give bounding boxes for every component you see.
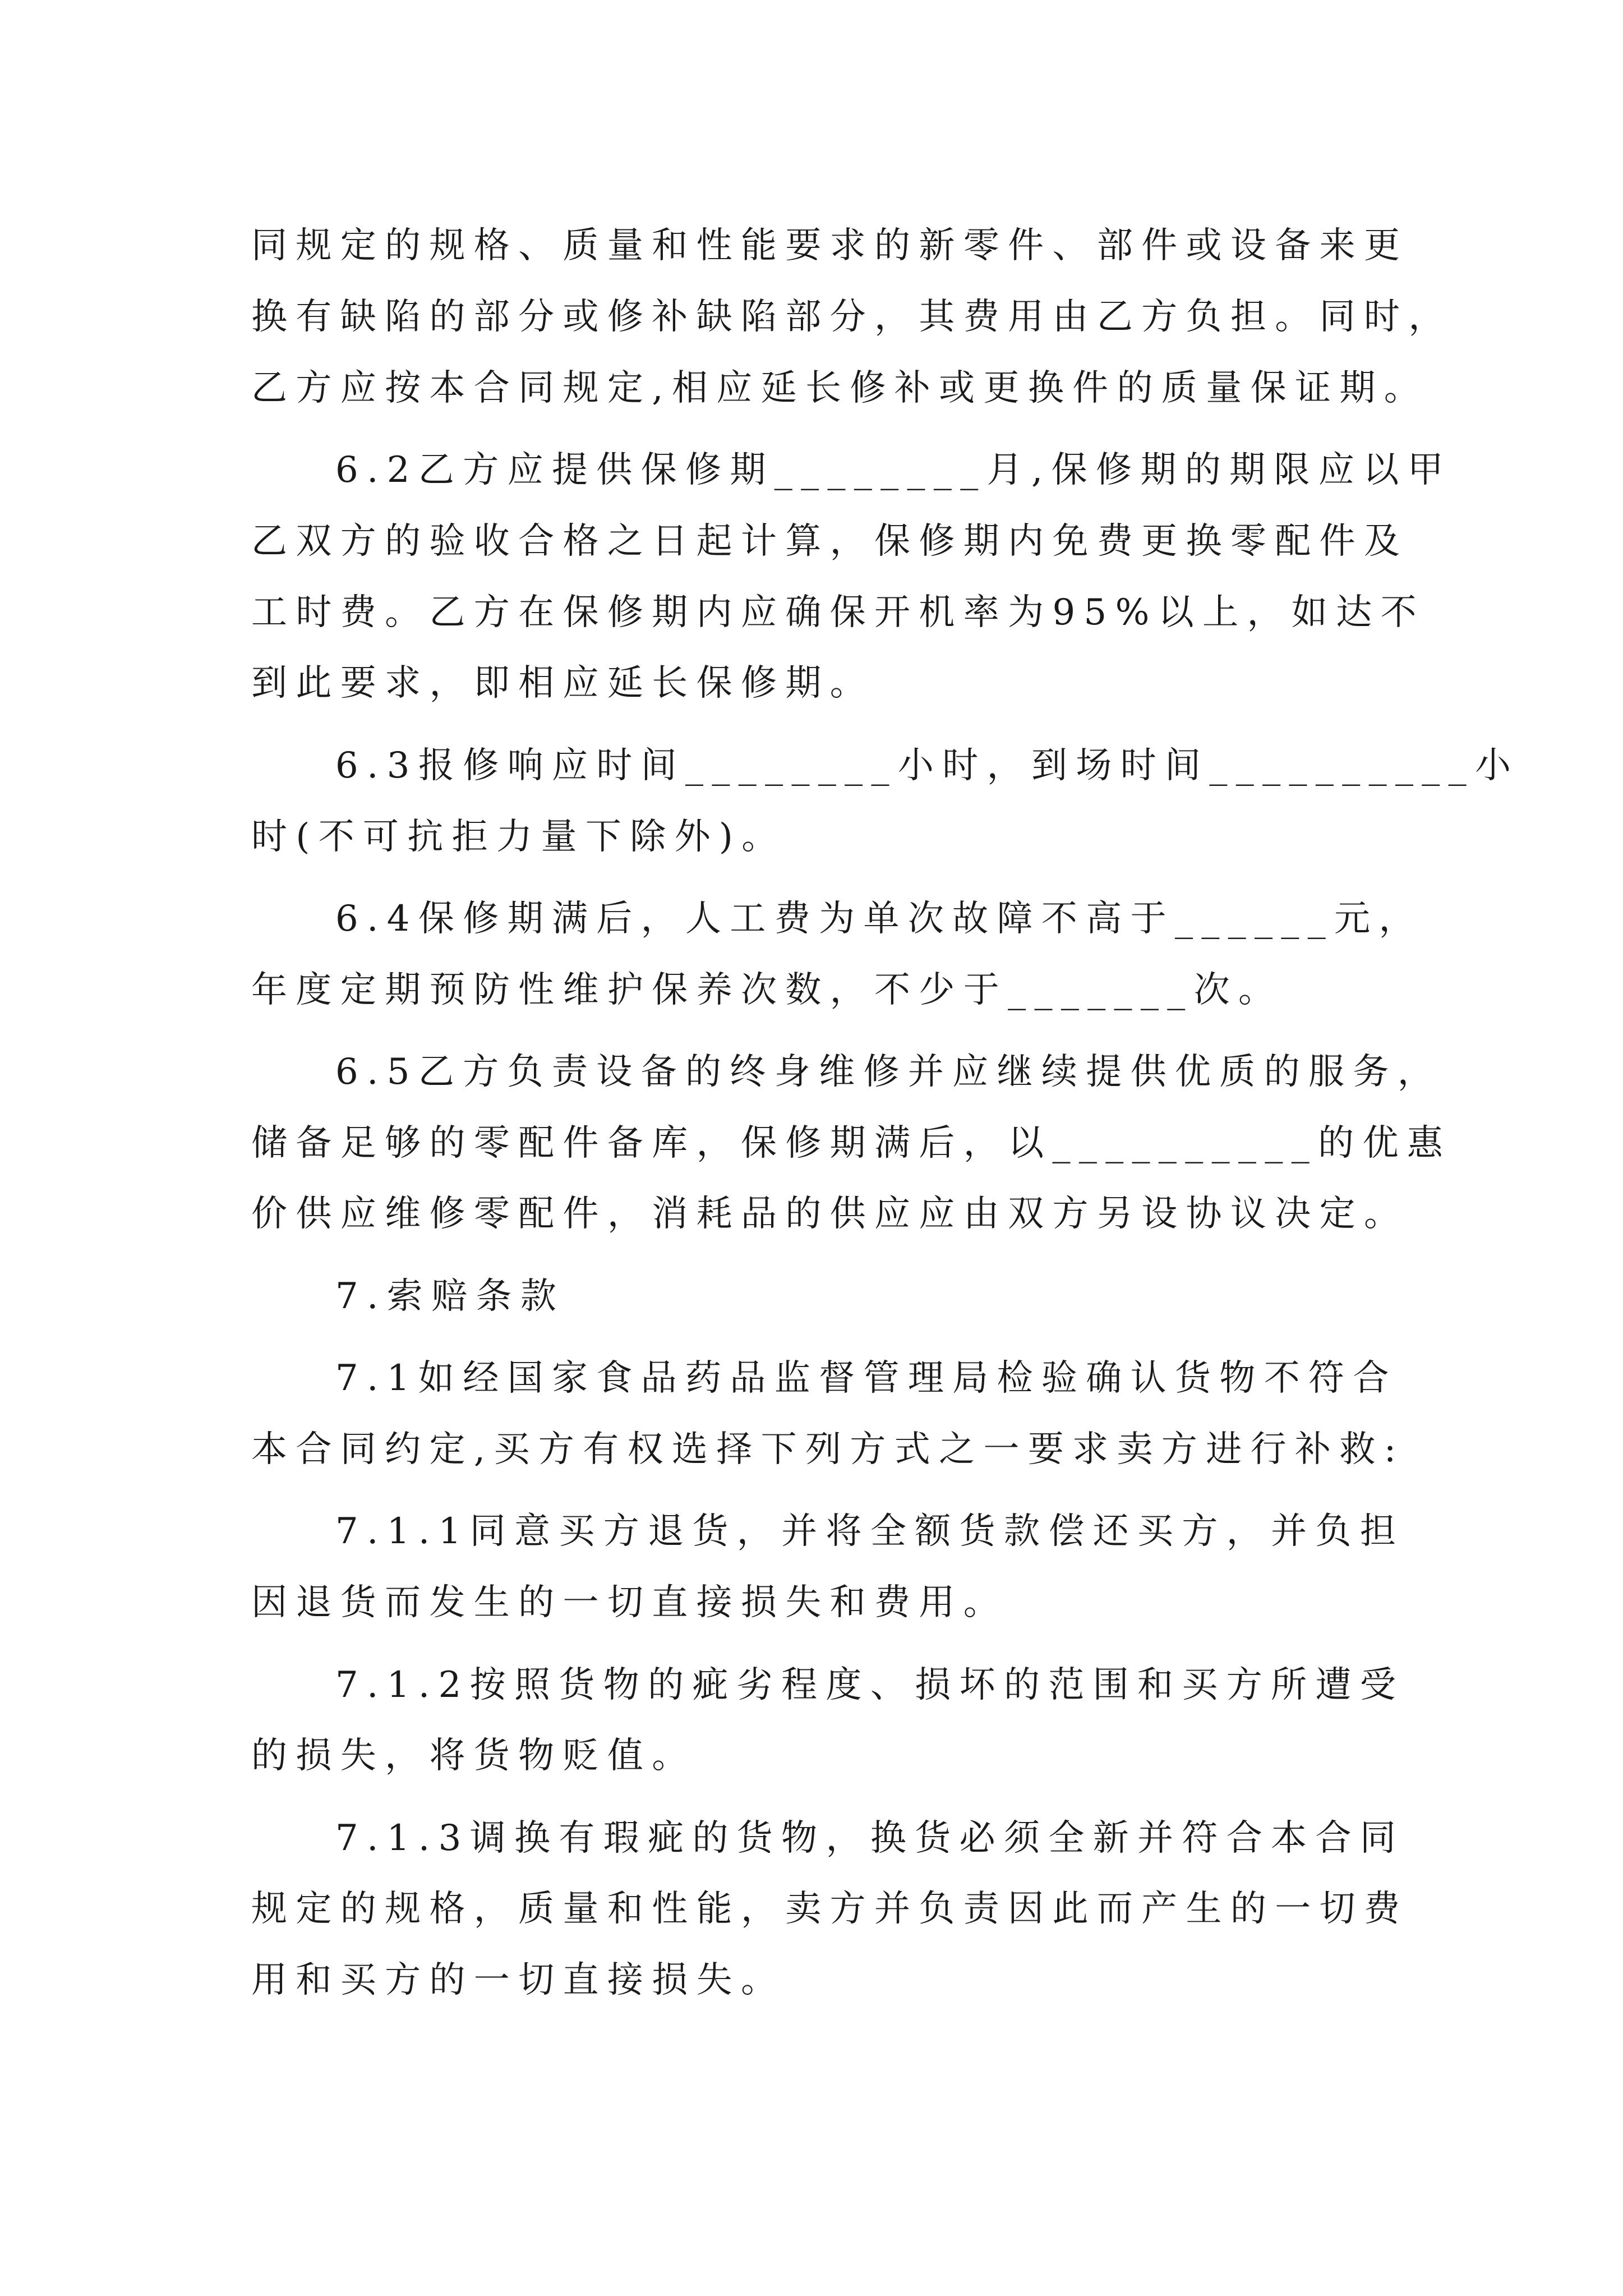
- text-line: 7.1如经国家食品药品监督管理局检验确认货物不符合: [335, 1358, 1398, 1399]
- text-line: 工时费。乙方在保修期内应确保开机率为95%以上，如达不: [251, 592, 1425, 633]
- text-line: 规定的规格，质量和性能，卖方并负责因此而产生的一切费: [251, 1888, 1409, 1930]
- text-line: 时(不可抗拒力量下除外)。: [251, 816, 786, 858]
- text-line: 6.2乙方应提供保修期________月,保修期的期限应以甲: [335, 449, 1452, 491]
- text-line: 价供应维修零配件，消耗品的供应应由双方另设协议决定。: [251, 1193, 1409, 1235]
- text-line: 乙方应按本合同规定,相应延长修补或更换件的质量保证期。: [251, 367, 1429, 409]
- text-line: 同规定的规格、质量和性能要求的新零件、部件或设备来更: [251, 225, 1409, 266]
- text-line: 到此要求，即相应延长保修期。: [251, 662, 875, 704]
- text-line: 用和买方的一切直接损失。: [251, 1959, 786, 2001]
- text-line: 储备足够的零配件备库，保修期满后，以__________的优惠: [251, 1122, 1452, 1164]
- text-line: 年度定期预防性维护保养次数，不少于_______次。: [251, 969, 1283, 1011]
- section-heading: 7.索赔条款: [335, 1276, 565, 1317]
- text-line: 换有缺陷的部分或修补缺陷部分，其费用由乙方负担。同时，: [251, 296, 1453, 338]
- text-line: 7.1.2按照货物的疵劣程度、损坏的范围和买方所遭受: [335, 1664, 1405, 1706]
- text-line: 乙双方的验收合格之日起计算，保修期内免费更换零配件及: [251, 521, 1409, 562]
- text-line: 7.1.1同意买方退货，并将全额货款偿还买方，并负担: [335, 1511, 1405, 1552]
- text-line: 6.4保修期满后，人工费为单次故障不高于______元，: [335, 898, 1423, 940]
- text-line: 6.5乙方负责设备的终身维修并应继续提供优质的服务，: [335, 1051, 1442, 1093]
- text-line: 7.1.3调换有瑕疵的货物，换货必须全新并符合本合同: [335, 1818, 1405, 1859]
- text-line: 因退货而发生的一切直接损失和费用。: [251, 1582, 1008, 1623]
- text-line: 本合同约定,买方有权选择下列方式之一要求卖方进行补救:: [251, 1429, 1405, 1470]
- text-line: 的损失，将货物贬值。: [251, 1735, 697, 1777]
- text-line: 6.3报修响应时间________小时，到场时间__________小: [335, 745, 1520, 786]
